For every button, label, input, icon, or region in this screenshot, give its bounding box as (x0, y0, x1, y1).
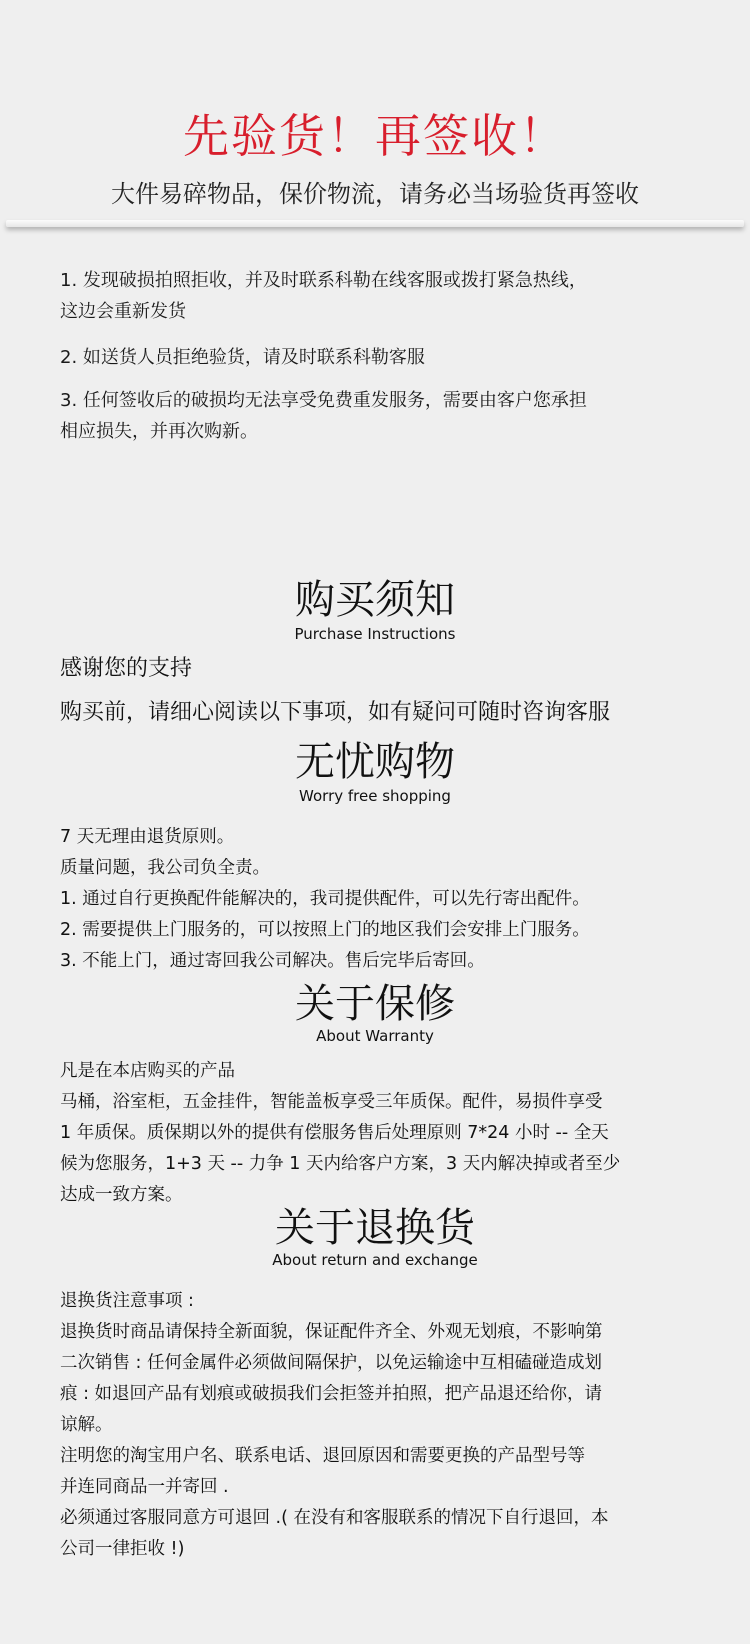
worry-free-line: 质量问题，我公司负全责。 (60, 858, 270, 878)
returns-line: 公司一律拒收 !) (60, 1539, 185, 1559)
purchase-subtitle: Purchase Instructions (294, 625, 456, 643)
returns-line: 二次销售 : 任何金属件必须做间隔保护，以免运输途中互相磕碰造成划 (60, 1353, 603, 1373)
returns-body (60, 1286, 700, 1565)
returns-line: 必须通过客服同意方可退回 .( 在没有和客服联系的情况下自行退回，本 (60, 1508, 609, 1528)
notice-item-3-line2: 相应损失，并再次购新。 (60, 421, 258, 442)
returns-line: 痕 : 如退回产品有划痕或破损我们会拒签并拍照，把产品退还给你，请 (60, 1384, 603, 1404)
inspection-headline: 先验货！再签收！ (183, 109, 567, 163)
notice-item-1 (60, 265, 710, 327)
section-divider (6, 220, 744, 227)
warranty-body (60, 1056, 700, 1211)
returns-line: 谅解。 (60, 1415, 113, 1435)
inspection-subtitle: 大件易碎物品，保价物流，请务必当场验货再签收 (111, 180, 639, 208)
notice-item-2 (60, 342, 710, 373)
worry-free-subtitle: Worry free shopping (299, 787, 451, 805)
returns-line: 注明您的淘宝用户名、联系电话、退回原因和需要更换的产品型号等 (60, 1446, 585, 1466)
warranty-line: 1 年质保。质保期以外的提供有偿服务售后处理原则 7*24 小时 -- 全天 (60, 1123, 609, 1143)
worry-free-line: 2. 需要提供上门服务的，可以按照上门的地区我们会安排上门服务。 (60, 920, 590, 940)
notice-item-1-line2: 这边会重新发货 (60, 301, 186, 322)
worry-free-line: 7 天无理由退货原则。 (60, 827, 235, 847)
warranty-subtitle: About Warranty (316, 1027, 434, 1045)
warranty-line: 马桶，浴室柜，五金挂件，智能盖板享受三年质保。配件，易损件享受 (60, 1092, 603, 1112)
notice-item-1-line1: 1. 发现破损拍照拒收，并及时联系科勒在线客服或拨打紧急热线， (60, 270, 587, 291)
worry-free-line: 3. 不能上门，通过寄回我公司解决。售后完毕后寄回。 (60, 951, 485, 971)
returns-line: 退换货时商品请保持全新面貌，保证配件齐全、外观无划痕，不影响第 (60, 1322, 603, 1342)
warranty-line: 凡是在本店购买的产品 (60, 1061, 235, 1081)
thanks-text: 感谢您的支持 (60, 656, 193, 681)
worry-free-body (60, 822, 700, 977)
returns-line: 退换货注意事项 : (60, 1291, 194, 1311)
warranty-title: 关于保修 (295, 981, 455, 1027)
returns-subtitle: About return and exchange (272, 1251, 478, 1269)
notice-item-2-line1: 2. 如送货人员拒绝验货，请及时联系科勒客服 (60, 347, 425, 368)
notice-item-3-line1: 3. 任何签收后的破损均无法享受免费重发服务，需要由客户您承担 (60, 390, 587, 411)
returns-title: 关于退换货 (275, 1205, 475, 1251)
purchase-title: 购买须知 (295, 577, 455, 623)
notice-item-3 (60, 385, 710, 447)
read-note-text: 购买前，请细心阅读以下事项，如有疑问可随时咨询客服 (60, 700, 611, 725)
warranty-line: 达成一致方案。 (60, 1185, 183, 1205)
worry-free-title: 无忧购物 (295, 739, 455, 785)
warranty-line: 候为您服务，1+3 天 -- 力争 1 天内给客户方案，3 天内解决掉或者至少 (60, 1154, 621, 1174)
returns-line: 并连同商品一并寄回 . (60, 1477, 229, 1497)
worry-free-line: 1. 通过自行更换配件能解决的，我司提供配件，可以先行寄出配件。 (60, 889, 590, 909)
